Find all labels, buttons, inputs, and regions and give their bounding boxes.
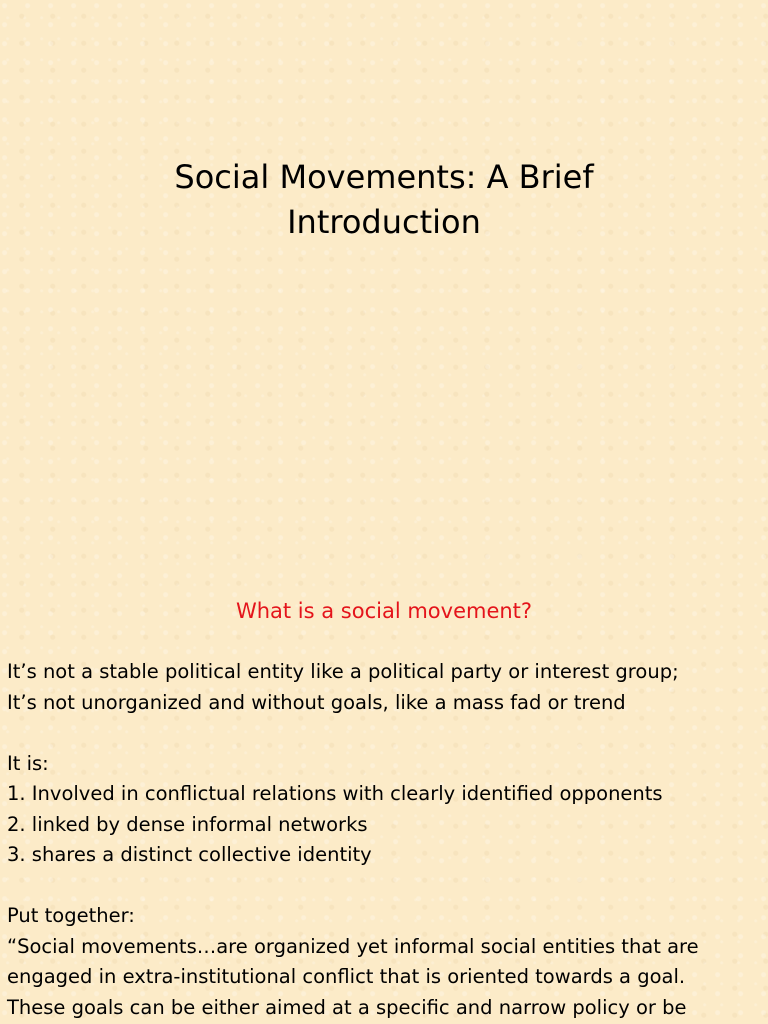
slide-title-line-2: Introduction — [287, 203, 481, 241]
body-line: It’s not unorganized and without goals, like a mass fad or trend — [7, 690, 626, 714]
slide-title — [0, 155, 768, 245]
slide-title-line-1: Social Movements: A Brief — [174, 158, 594, 196]
quote-line: These goals can be either aimed at a specific and narrow policy or be — [7, 995, 687, 1019]
paragraph-gap — [7, 871, 763, 902]
list-item: 1. Involved in conflictual relations with clearly identified opponents — [7, 782, 663, 805]
quote-line: engaged in extra-institutional conflict that is oriented towards a goal. — [7, 965, 686, 988]
slide-heading: What is a social movement? — [235, 599, 533, 623]
body-line: Put together: — [7, 904, 135, 927]
body-line: It is: — [7, 751, 49, 775]
paragraph-gap — [7, 718, 763, 749]
body-line: It’s not a stable political entity like a political party or interest group; — [7, 660, 679, 683]
list-item: 3. shares a distinct collective identity — [7, 843, 372, 866]
list-item: 2. linked by dense informal networks — [7, 812, 368, 836]
slide-body — [7, 657, 763, 1023]
content-slide — [0, 512, 768, 1024]
quote-line: “Social movements…are organized yet informal social entities that are — [7, 934, 699, 958]
